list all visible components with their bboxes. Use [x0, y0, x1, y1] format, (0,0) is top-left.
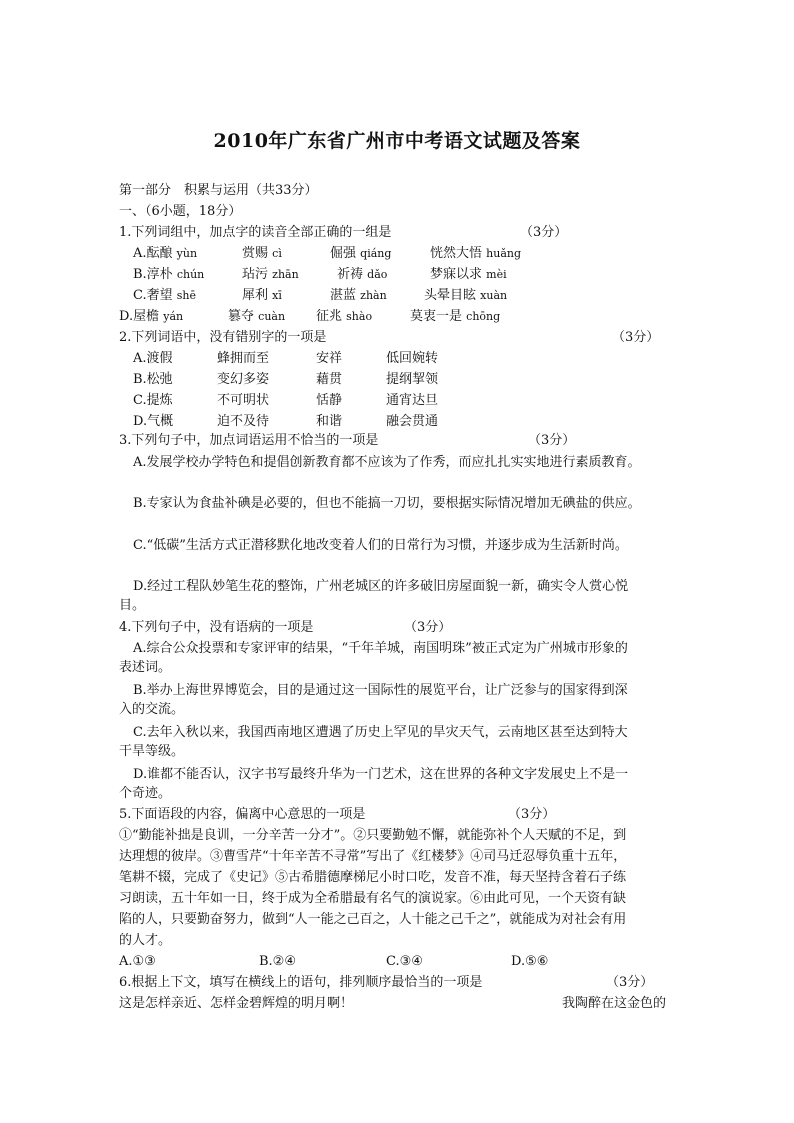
q1-option-d-item2: 篡夺 cuàn	[228, 309, 286, 324]
q4-option-d-line2: 个奇迹。	[119, 786, 172, 801]
q5-passage-line5: 陷的人，只要勤奋努力，做到“人一能之己百之，人十能之己千之”，就能成为对社会有用	[119, 912, 627, 927]
q1-option-a-item4: 恍然大悟 huǎng	[430, 246, 522, 261]
q2-score: （3分）	[612, 330, 660, 345]
q3-option-a: A.发展学校办学特色和提倡创新教育都不应该为了作秀，而应扎扎实实地进行素质教育。	[133, 455, 641, 470]
q1-option-c-item3: 湛蓝 zhàn	[330, 288, 387, 303]
q3-stem: 3.下列句子中，加点词语运用不恰当的一项是	[119, 433, 379, 448]
q2-option-b-3: 藉贯	[316, 372, 343, 387]
q2-option-c-3: 恬静	[316, 393, 343, 408]
q4-stem: 4.下列句子中，没有语病的一项是	[119, 620, 314, 635]
q5-passage-line3: 笔耕不辍，完成了《史记》⑤古希腊德摩梯尼小时口吃，发音不准，每天坚持含着石子练	[119, 870, 627, 885]
q1-option-c-item4: 头晕目眩 xuàn	[424, 288, 508, 303]
q3-option-c: C.“低碳”生活方式正潜移默化地改变着人们的日常行为习惯，并逐步成为生活新时尚。	[133, 538, 628, 553]
q1-option-b-item1: B.淳朴 chún	[133, 267, 205, 282]
q4-option-b-line2: 入的交流。	[119, 702, 185, 717]
q1-option-c-item2: 犀利 xī	[242, 288, 282, 303]
q1-option-d-item1: D.屋檐 yán	[119, 309, 184, 324]
q6-stem: 6.根据上下文，填写在横线上的语句，排列顺序最恰当的一项是	[119, 975, 483, 990]
q2-option-c-2: 不可明状	[217, 393, 270, 408]
q2-option-d-1: D.气概	[133, 414, 174, 429]
q5-passage-line4: 习朗读，五十年如一日，终于成为全希腊最有名气的演说家。⑥由此可见，一个天资有缺	[119, 891, 627, 906]
q3-option-d-line1: D.经过工程队妙笔生花的整饰，广州老城区的许多破旧房屋面貌一新，确实令人赏心悦	[133, 579, 629, 594]
q2-option-b-1: B.松弛	[133, 372, 173, 387]
q3-option-d-line2: 目。	[119, 598, 146, 613]
q5-option-a: A.①③	[119, 954, 156, 969]
q1-option-d-item4: 莫衷一是 chōng	[410, 309, 501, 324]
q2-option-c-1: C.提炼	[133, 393, 173, 408]
q4-option-b-line1: B.举办上海世界博览会，目的是通过这一国际性的展览平台，让广泛参与的国家得到深	[133, 683, 628, 698]
q5-option-c: C.③④	[386, 954, 423, 969]
q2-option-a-4: 低回婉转	[386, 351, 439, 366]
q6-passage-start: 这是怎样亲近、怎样金碧辉煌的明月啊！	[119, 996, 354, 1011]
q2-option-a-2: 蜂拥而至	[217, 351, 270, 366]
q4-option-c-line2: 干旱等级。	[119, 744, 185, 759]
q3-score: （3分）	[528, 433, 576, 448]
q6-score: （3分）	[606, 975, 654, 990]
q1-option-c-item1: C.奢望 shē	[133, 288, 197, 303]
q5-passage-line6: 的人才。	[119, 933, 172, 948]
q4-score: （3分）	[404, 620, 452, 635]
q2-option-d-3: 和谐	[316, 414, 343, 429]
q3-option-b: B.专家认为食盐补碘是必要的，但也不能搞一刀切，要根据实际情况增加无碘盐的供应。	[133, 496, 641, 511]
q2-option-d-4: 融会贯通	[386, 414, 439, 429]
q2-stem: 2.下列词语中，没有错别字的一项是	[119, 330, 327, 345]
q1-option-b-item4: 梦寐以求 mèi	[430, 267, 507, 282]
q2-option-c-4: 通宵达旦	[386, 393, 439, 408]
q2-option-b-2: 变幻多姿	[217, 372, 270, 387]
q2-option-d-2: 迫不及待	[217, 414, 270, 429]
q1-option-a-item3: 倔强 qiáng	[330, 246, 392, 261]
q4-option-d-line1: D.谁都不能否认，汉字书写最终升华为一门艺术，这在世界的各种文字发展史上不是一	[133, 767, 629, 782]
q5-passage-line2: 达理想的彼岸。③曹雪芹“十年辛苦不寻常”写出了《红楼梦》④司马迁忍辱负重十五年，	[119, 849, 627, 864]
q1-option-b-item3: 祈祷 dǎo	[337, 267, 388, 282]
q4-option-c-line1: C.去年入秋以来，我国西南地区遭遇了历史上罕见的旱灾天气，云南地区甚至达到特大	[133, 725, 628, 740]
q1-stem: 1.下列词组中，加点字的读音全部正确的一组是	[119, 225, 392, 240]
q1-option-b-item2: 玷污 zhān	[242, 267, 299, 282]
q2-option-b-4: 提纲挈领	[386, 372, 439, 387]
q6-passage-continue: 我陶醉在这金色的	[562, 996, 667, 1011]
part-heading: 第一部分 积累与运用（共33分）	[119, 183, 318, 198]
q5-passage-line1: ①“勤能补拙是良训，一分辛苦一分才”。②只要勤勉不懈，就能弥补个人天赋的不足，到	[119, 828, 627, 843]
page-title: 2010年广东省广州市中考语文试题及答案	[213, 130, 581, 152]
q2-option-a-1: A.渡假	[133, 351, 173, 366]
q4-option-a-line1: A.综合公众投票和专家评审的结果，“千年羊城，南国明珠”被正式定为广州城市形象的	[133, 641, 628, 656]
q5-option-b: B.②④	[259, 954, 296, 969]
q5-option-d: D.⑤⑥	[511, 954, 549, 969]
q5-score: （3分）	[508, 807, 556, 822]
q4-option-a-line2: 表述词。	[119, 660, 172, 675]
q1-option-d-item3: 征兆 shào	[316, 309, 373, 324]
q2-option-a-3: 安祥	[316, 351, 343, 366]
q1-option-a-item2: 赏赐 cì	[242, 246, 282, 261]
q5-stem: 5.下面语段的内容，偏离中心意思的一项是	[119, 807, 366, 822]
q1-score: （3分）	[520, 225, 568, 240]
q1-option-a-item1: A.酝酿 yùn	[133, 246, 198, 261]
section-heading: 一、（6小题，18分）	[119, 204, 242, 219]
